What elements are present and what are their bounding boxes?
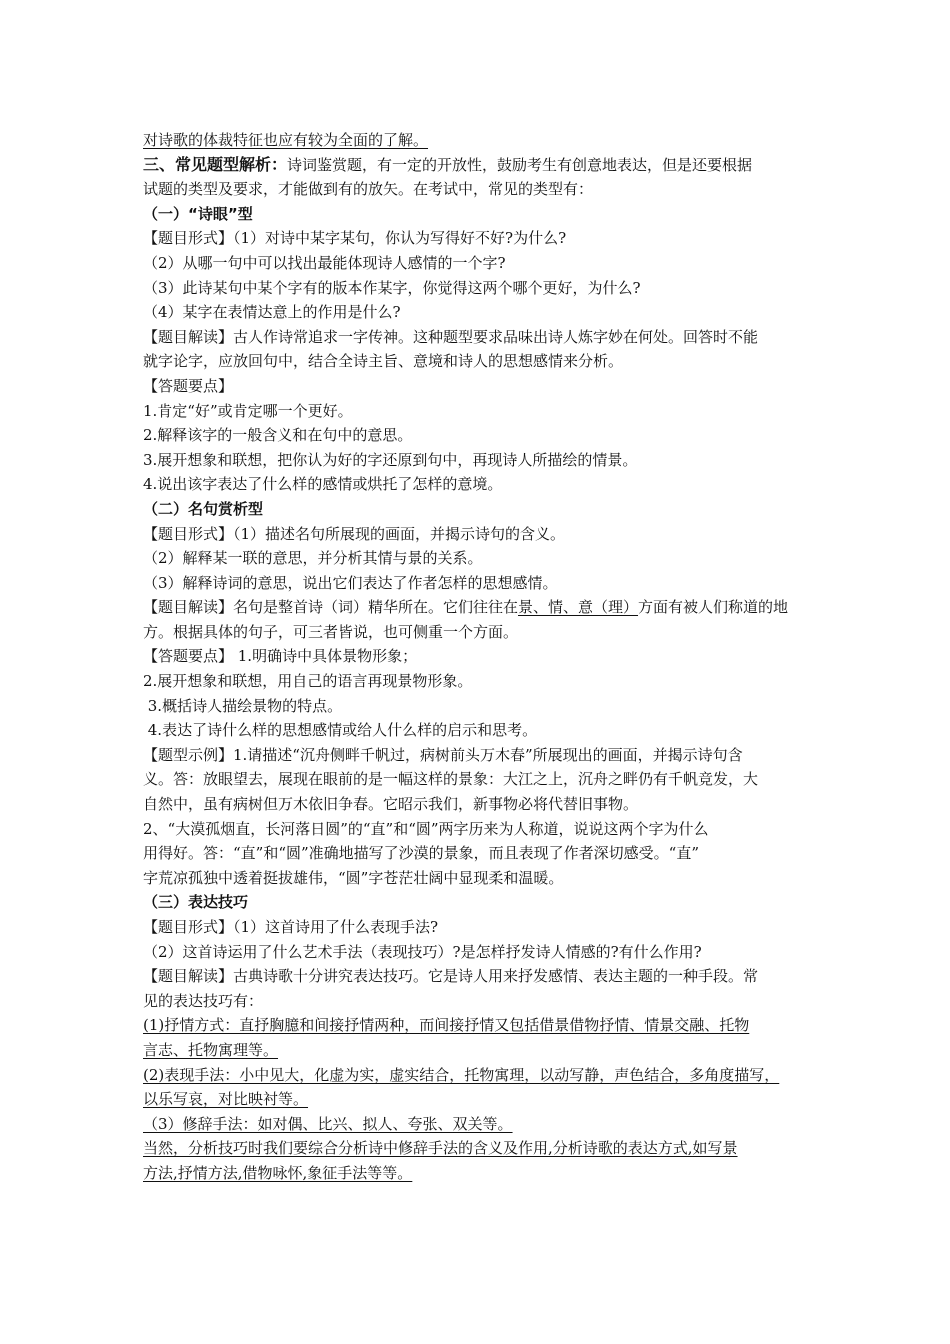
text-line: 3.概括诗人描绘景物的特点。: [143, 696, 343, 715]
text-line: 以乐写哀，对比映衬等。: [143, 1090, 309, 1109]
text-line: 【题目解读】古典诗歌十分讲究表达技巧。它是诗人用来抒发感情、表达主题的一种手段。常: [143, 967, 759, 986]
text-line: 4.表达了诗什么样的思想感情或给人什么样的启示和思考。: [143, 721, 538, 740]
text-line: （4）某字在表情达意上的作用是什么?: [143, 303, 401, 322]
text-line: 方法,抒情方法,借物咏怀,象征手法等等。: [143, 1163, 413, 1182]
text-span: 方面有被人们称道的地: [638, 598, 789, 617]
text-line: 字荒凉孤独中透着挺拔雄伟，“圆”字苍茫壮阔中显现柔和温暖。: [143, 868, 564, 887]
text-line: 【题目形式】（1）描述名句所展现的画面，并揭示诗句的含义。: [143, 524, 566, 543]
text-line: 【答题要点】: [143, 376, 234, 395]
subheading-shiyan: （一）“诗眼”型: [143, 204, 253, 223]
text-line: 言志、托物寓理等。: [143, 1040, 279, 1059]
text-line: （2）这首诗运用了什么艺术手法（表现技巧）?是怎样抒发诗人情感的?有什么作用?: [143, 942, 702, 961]
text-line: 【题型示例】1.请描述“沉舟侧畔千帆过，病树前头万木春”所展现出的画面，并揭示诗句含: [143, 745, 743, 764]
text-line: 2.展开想象和联想，用自己的语言再现景物形象。: [143, 672, 473, 691]
text-line: 1.肯定“好”或肯定哪一个更好。: [143, 401, 353, 420]
text-line: (1)抒情方式：直抒胸臆和间接抒情两种，而间接抒情又包括借景借物抒情、情景交融、托物: [143, 1016, 750, 1035]
text-line: （3）解释诗词的意思，说出它们表达了作者怎样的思想感情。: [143, 573, 558, 592]
document-page: [143, 128, 813, 1186]
text-line: 试题的类型及要求，才能做到有的放矢。在考试中，常见的类型有：: [143, 180, 594, 199]
text-line: （2）从哪一句中可以找出最能体现诗人感情的一个字?: [143, 253, 506, 272]
section-heading-three: [143, 153, 813, 178]
text-line: 【题目形式】（1）这首诗用了什么表现手法?: [143, 918, 439, 936]
text-line: （3）修辞手法：如对偶、比兴、拟人、夸张、双关等。: [143, 1114, 513, 1133]
section-heading-title: 三、常见题型解析：: [143, 154, 288, 174]
text-line: （2）解释某一联的意思，并分析其情与景的关系。: [143, 549, 483, 568]
subheading-biaoda: （三）表达技巧: [143, 893, 249, 912]
text-line: 2、“大漠孤烟直，长河落日圆”的“直”和“圆”两字历来为人称道，说说这两个字为什么: [143, 819, 709, 838]
text-line: 自然中，虽有病树但万木依旧争春。它昭示我们，新事物必将代替旧事物。: [143, 795, 639, 814]
text-line: （3）此诗某句中某个字有的版本作某字，你觉得这两个哪个更好，为什么?: [143, 278, 641, 297]
text-line: 见的表达技巧有：: [143, 991, 264, 1010]
section-heading-text: 诗词鉴赏题，有一定的开放性，鼓励考生有创意地表达，但是还要根据: [287, 155, 753, 174]
text-line: [143, 595, 813, 620]
underlined-span: 景、情、意（理）: [518, 598, 639, 617]
text-line: 就字论字，应放回句中，结合全诗主旨、意境和诗人的思想感情来分析。: [143, 352, 624, 371]
text-line: 【题目解读】古人作诗常追求一字传神。这种题型要求品味出诗人炼字妙在何处。回答时不能: [143, 327, 759, 346]
text-line: 用得好。答：“直”和“圆”准确地描写了沙漠的景象，而且表现了作者深切感受。“直”: [143, 844, 700, 863]
text-line: 4.说出该字表达了什么样的感情或烘托了怎样的意境。: [143, 475, 503, 494]
text-line: 3.展开想象和联想，把你认为好的字还原到句中，再现诗人所描绘的情景。: [143, 450, 638, 469]
text-line: (2)表现手法：小中见大，化虚为实，虚实结合，托物寓理，以动写静，声色结合，多角度描写，: [143, 1065, 780, 1084]
text-line: 当然，分析技巧时我们要综合分析诗中修辞手法的含义及作用,分析诗歌的表达方式,如写景: [143, 1139, 738, 1158]
text-line: 2.解释该字的一般含义和在句中的意思。: [143, 426, 413, 445]
text-line: 义。答：放眼望去，展现在眼前的是一幅这样的景象：大江之上，沉舟之畔仍有千帆竞发，大: [143, 770, 759, 789]
text-line: 方。根据具体的句子，可三者皆说，也可侧重一个方面。: [143, 622, 519, 641]
text-line: 对诗歌的体裁特征也应有较为全面的了解。: [143, 131, 429, 149]
subheading-mingju: （二）名句赏析型: [143, 499, 264, 518]
text-line: 【答题要点】 1.明确诗中具体景物形象；: [143, 647, 418, 666]
text-line: 【题目形式】（1）对诗中某字某句，你认为写得好不好?为什么?: [143, 229, 567, 248]
text-span: 【题目解读】名句是整首诗（词）精华所在。它们往往在: [143, 598, 519, 617]
